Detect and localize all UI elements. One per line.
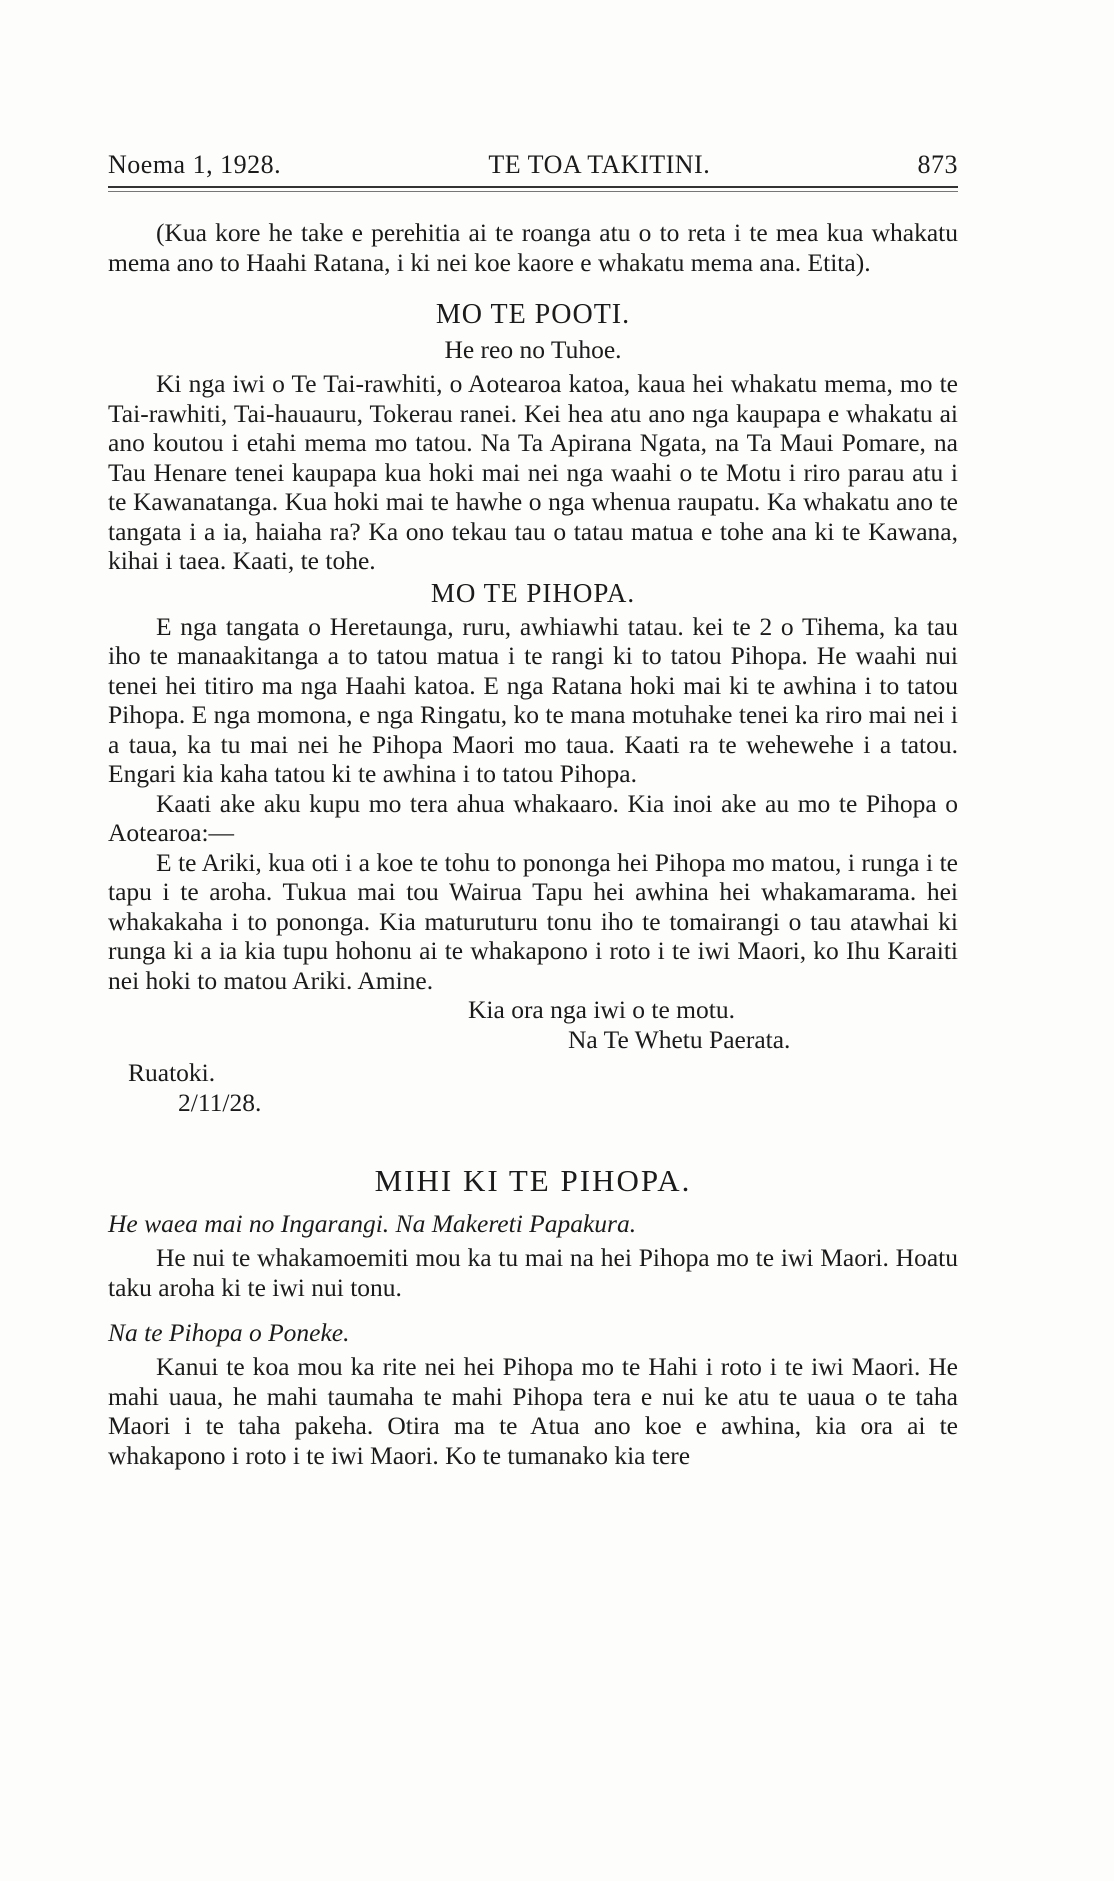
header-title: TE TOA TAKITINI.: [488, 150, 711, 179]
mihi-para-2: Kanui te koa mou ka rite nei hei Pihopa mo te Hahi i roto i te iwi Maori. He mahi uaua, he mahi taumaha te mahi Pihopa tera e nui ke atu te uaua o te taha Maori i te taha pakeha. Otira ma te Atua ano koe e awhina, kia ora ai te whakapono i roto i te iwi Maori. Ko te tumanako kia tere: [108, 1352, 958, 1470]
section-title-pihopa: MO TE PIHOPA.: [430, 577, 636, 608]
editor-note: (Kua kore he take e perehitia ai te roanga atu o to reta i te mea kua whakatu mema ano to Haahi Ratana, i ki nei koe kaore e whakatu mema ana. Etita).: [108, 218, 958, 277]
page-number: 873: [917, 150, 958, 179]
place-name: Ruatoki.: [128, 1058, 216, 1087]
section-title-mihi: MIHI KI TE PIHOPA.: [374, 1163, 692, 1198]
author-signature: Na Te Whetu Paerata.: [568, 1024, 791, 1054]
mihi-para-1: He nui te whakamoemiti mou ka tu mai na hei Pihopa mo te iwi Maori. Hoatu taku aroha ki te iwi nui tonu.: [108, 1243, 958, 1302]
running-header: [108, 150, 958, 188]
section-title-pooti: MO TE POOTI.: [435, 299, 631, 330]
pihopa-para-2: Kaati ake aku kupu mo tera ahua whakaaro. Kia inoi ake au mo te Pihopa o Aotearoa:—: [108, 788, 958, 847]
section-subtitle: He reo no Tuhoe.: [444, 335, 622, 364]
prayer-paragraph: E te Ariki, kua oti i a koe te tohu to pononga hei Pihopa mo matou, i runga i te tapu i te aroha. Tukua mai tou Wairua Tapu hei awhina hei whakamarama. hei whakakaha i to pononga. Kia maturuturu tonu iho te tomairangi o tau atawhai ki runga ki a ia kia tupu hohonu ai te whakapono i roto i te iwi Maori, ko Ihu Karaiti nei hoki to matou Ariki. Amine.: [108, 847, 958, 995]
pooti-body: Ki nga iwi o Te Tai-rawhiti, o Aotearoa katoa, kaua hei whakatu mema, mo te Tai-rawhiti, Tai-hauauru, Tokerau ranei. Kei hea atu ano nga kaupapa e whakatu ai ano koutou i etahi mema mo tatou. Na Ta Apirana Ngata, na Ta Maui Pomare, na Tau Henare tenei kaupapa kua hoki mai nei nga waahi o te Motu i riro parau atu i te Kawanatanga. Kua hoki mai te hawhe o nga whenua raupatu. Ka whakatu ano te tangata i a ia, haiaha ra? Ka ono tekau tau o tatau matua e tohe ana ki te Kawana, kihai i taea. Kaati, te tohe.: [108, 369, 958, 575]
byline-cable: He waea mai no Ingarangi. Na Makereti Papakura.: [108, 1209, 637, 1238]
byline-bishop-wellington: Na te Pihopa o Poneke.: [108, 1318, 350, 1347]
pihopa-para-1: E nga tangata o Heretaunga, ruru, awhiawhi tatau. kei te 2 o Tihema, ka tau iho te manaakitanga a to tatou matua i te rangi ki to tatou Pihopa. He waahi nui tenei hei titiro ma nga Haahi katoa. E nga Ratana hoki mai ki te awhina i to tatou Pihopa. E nga momona, e nga Ringatu, ko te mana motuhake tenei ka riro mai nei i a taua, ka tu mai nei he Pihopa Maori mo taua. Kaati ra te wehewehe i a tatou. Engari kia kaha tatou ki te awhina i to tatou Pihopa.: [108, 611, 958, 788]
signoff-line: Kia ora nga iwi o te motu.: [468, 995, 735, 1024]
letter-date: 2/11/28.: [178, 1087, 262, 1117]
page: [108, 150, 958, 1470]
header-date: Noema 1, 1928.: [108, 150, 282, 179]
